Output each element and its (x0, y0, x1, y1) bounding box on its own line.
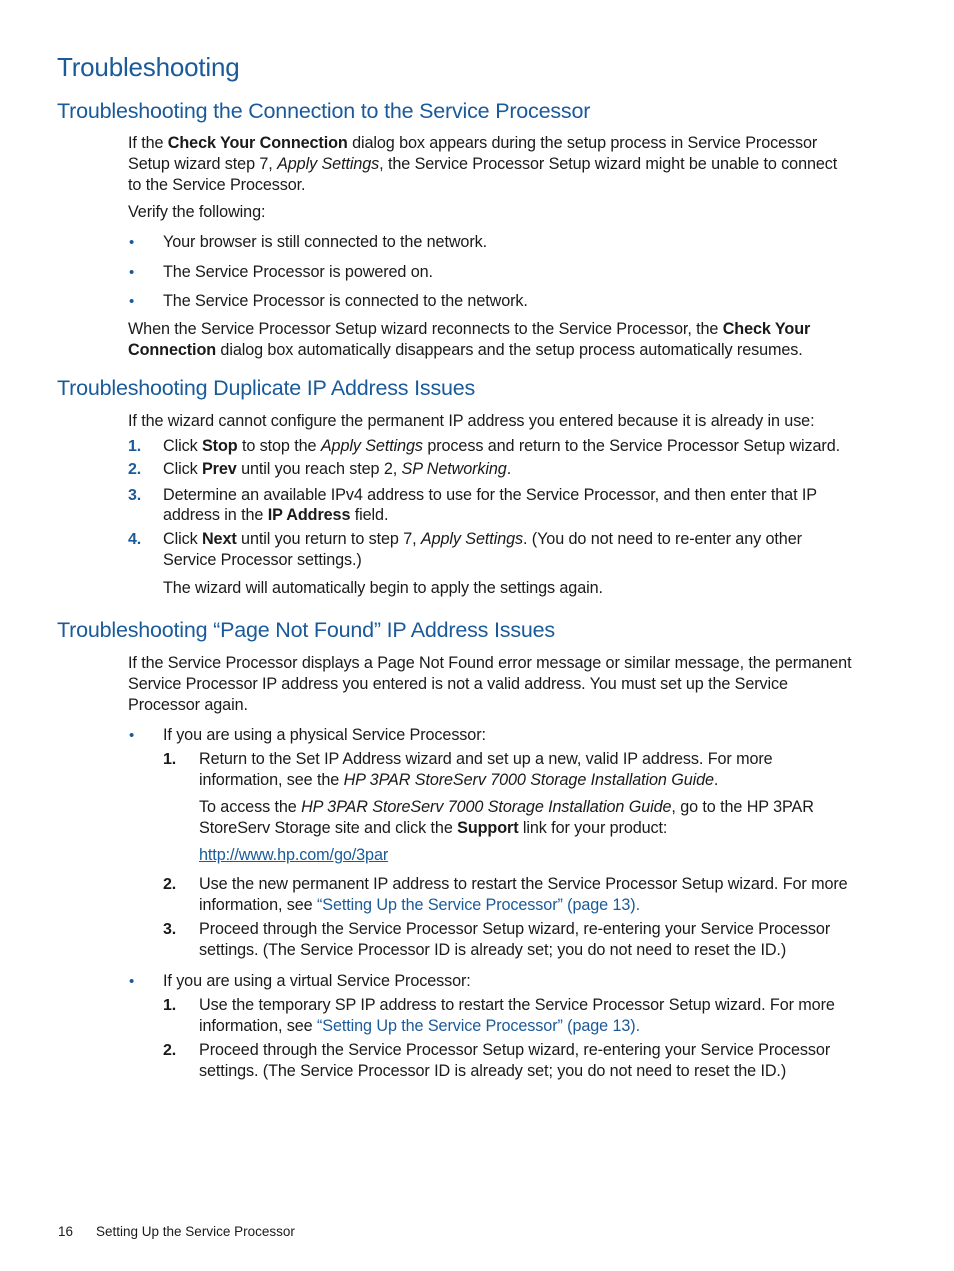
paragraph-line: If the wizard cannot configure the permanent IP address you entered because it is already in use: (128, 412, 815, 430)
paragraph-line: Service Processor IP address you entered is not a valid address. You must set up the Service (128, 675, 788, 693)
step-text: address in the IP Address field. (163, 506, 389, 524)
step-text: information, see “Setting Up the Service Processor” (page 13). (199, 1017, 640, 1035)
hp-3par-url-link[interactable]: http://www.hp.com/go/3par (199, 846, 389, 864)
list-item: The Service Processor is powered on. (163, 263, 433, 281)
section-heading-duplicate-ip: Troubleshooting Duplicate IP Address Issues (57, 376, 476, 400)
step-text: Return to the Set IP Address wizard and set up a new, valid IP address. For more (199, 750, 773, 768)
list-item: If you are using a virtual Service Processor: (163, 972, 471, 990)
step-text: To access the HP 3PAR StoreServ 7000 Storage Installation Guide, go to the HP 3PAR (199, 798, 814, 816)
step-text: Click Prev until you reach step 2, SP Networking. (163, 460, 512, 478)
step-text: Use the temporary SP IP address to restart the Service Processor Setup wizard. For more (199, 996, 835, 1014)
step-text: StoreServ Storage site and click the Support link for your product: (199, 819, 668, 837)
step-number: 1. (128, 438, 142, 455)
step-text: Determine an available IPv4 address to use for the Service Processor, and then enter that IP (163, 486, 817, 504)
step-number: 1. (163, 997, 177, 1014)
step-text: settings. (The Service Processor ID is already set; you do not need to reset the ID.) (199, 941, 787, 959)
section-heading-connection: Troubleshooting the Connection to the Service Processor (57, 99, 591, 123)
list-item: Your browser is still connected to the network. (163, 233, 488, 251)
page-title: Troubleshooting (57, 52, 240, 82)
paragraph-line: Connection dialog box automatically disappears and the setup process automatically resumes. (128, 341, 803, 359)
step-number: 3. (128, 487, 142, 504)
bullet: • (129, 727, 135, 744)
step-text: Proceed through the Service Processor Setup wizard, re-entering your Service Processor (199, 1041, 831, 1059)
step-number: 3. (163, 921, 177, 938)
step-text: information, see the HP 3PAR StoreServ 7000 Storage Installation Guide. (199, 771, 719, 789)
bullet: • (129, 264, 135, 281)
step-number: 2. (163, 1042, 177, 1059)
setup-sp-page13-link[interactable]: “Setting Up the Service Processor” (page 13) (316, 896, 636, 914)
bullet: • (129, 234, 135, 251)
footer-section-title: Setting Up the Service Processor (96, 1224, 295, 1239)
paragraph-line: to the Service Processor. (128, 176, 306, 194)
bullet: • (129, 293, 135, 310)
list-item: The Service Processor is connected to the network. (163, 292, 528, 310)
paragraph-line: Processor again. (128, 696, 248, 714)
list-item: If you are using a physical Service Processor: (163, 726, 486, 744)
step-text: Service Processor settings.) (163, 551, 362, 569)
step-text: Click Next until you return to step 7, Apply Settings. (You do not need to re-enter any other (163, 530, 802, 548)
paragraph-line: When the Service Processor Setup wizard reconnects to the Service Processor, the Check Your (128, 320, 811, 338)
step-number: 2. (128, 461, 142, 478)
bullet: • (129, 973, 135, 990)
step-number: 2. (163, 876, 177, 893)
step-text: Use the new permanent IP address to restart the Service Processor Setup wizard. For more (199, 875, 848, 893)
step-text: information, see “Setting Up the Service Processor” (page 13). (199, 896, 640, 914)
paragraph-line: Setup wizard step 7, Apply Settings, the Service Processor Setup wizard might be unable to connect (128, 155, 838, 173)
section-heading-page-not-found: Troubleshooting “Page Not Found” IP Address Issues (57, 618, 555, 642)
step-number: 4. (128, 531, 142, 548)
step-number: 1. (163, 751, 177, 768)
setup-sp-page13-link[interactable]: “Setting Up the Service Processor” (page 13) (316, 1017, 636, 1035)
verify-text: Verify the following: (128, 203, 266, 221)
step-text: Click Stop to stop the Apply Settings process and return to the Service Processor Setup wizard. (163, 437, 841, 455)
step-text: settings. (The Service Processor ID is already set; you do not need to reset the ID.) (199, 1062, 787, 1080)
paragraph-line: If the Service Processor displays a Page Not Found error message or similar message, the permanent (128, 654, 852, 672)
step-note: The wizard will automatically begin to apply the settings again. (163, 579, 603, 597)
paragraph-line: If the Check Your Connection dialog box appears during the setup process in Service Processor (128, 134, 818, 152)
page-number: 16 (58, 1224, 74, 1239)
step-text: Proceed through the Service Processor Setup wizard, re-entering your Service Processor (199, 920, 831, 938)
